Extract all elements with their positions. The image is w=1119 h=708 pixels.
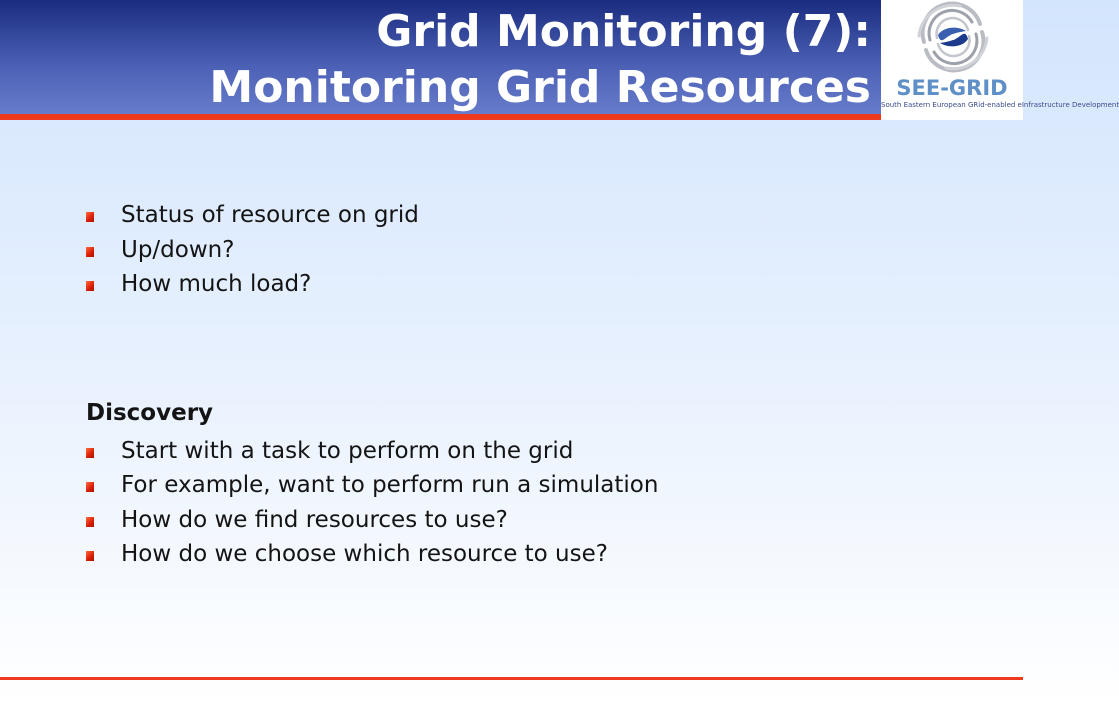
bullet-icon [86,551,94,561]
logo-name: SEE-GRID [896,76,1008,100]
status-bullet-list [86,198,986,302]
list-item-text: Start with a task to perform on the grid [121,437,574,464]
bullet-icon [86,517,94,527]
see-grid-logo [881,0,1119,120]
list-item [86,468,986,503]
list-item-text: Status of resource on grid [121,202,419,228]
list-item [86,198,986,233]
list-item-text: For example, want to perform run a simulation [121,472,659,498]
discovery-bullet-list [86,434,986,572]
title-bar [0,0,881,118]
list-item-text: How do we choose which resource to use? [121,541,608,567]
list-item [86,434,986,469]
logo-subtitle: South Eastern European GRid-enabled eInfrastructure Development [881,101,1119,109]
list-item [86,233,986,268]
bullet-icon [86,247,94,257]
bullet-icon [86,448,94,458]
slide-title [209,4,871,116]
swirl-logo-icon [910,2,996,72]
footer-divider [0,677,1023,680]
list-item [86,503,986,538]
title-line-2: Monitoring Grid Resources [209,62,871,113]
list-item [86,537,986,572]
list-item-text: How do we find resources to use? [121,506,508,533]
list-item-text: Up/down? [121,236,235,263]
list-item [86,267,986,302]
discovery-heading: Discovery [86,399,214,426]
list-item-text: How much load? [121,271,312,297]
bullet-icon [86,482,94,492]
header-divider [0,114,881,120]
bullet-icon [86,281,94,291]
slide-body [86,198,986,572]
bullet-icon [86,212,94,222]
title-line-1: Grid Monitoring (7): [376,6,871,57]
